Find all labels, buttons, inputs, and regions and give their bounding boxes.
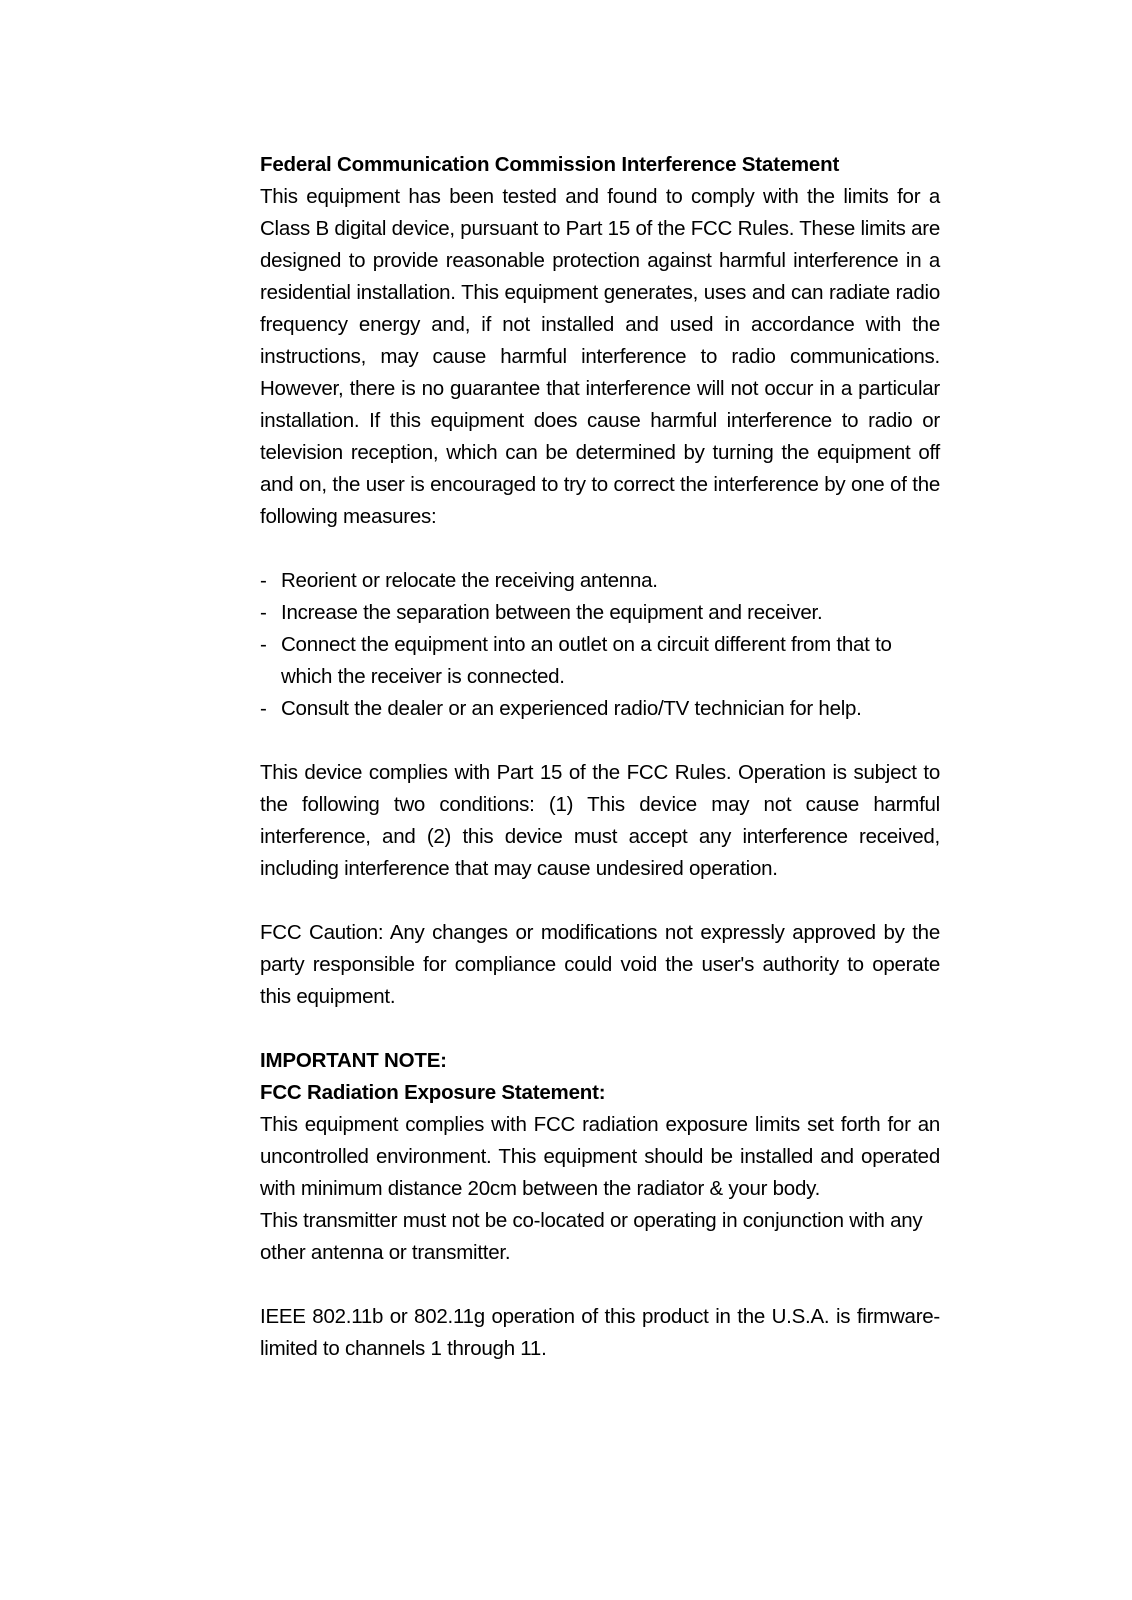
spacer: [260, 885, 940, 917]
list-item-text: Increase the separation between the equipment and receiver.: [281, 601, 823, 624]
list-item-text: Connect the equipment into an outlet on a circuit different from that to which the receiver is connected.: [281, 633, 892, 688]
fcc-interference-paragraph: This equipment has been tested and found to comply with the limits for a Class B digital device, pursuant to Part 15 of the FCC Rules. These limits are designed to provide reasonable protection against harmful interference in a residential installation. This equipment generates, uses and can radiate radio frequency energy and, if not installed and used in accordance with the instructions, may cause harmful interference to radio communications. However, there is no guarantee that interference will not occur in a particular installation. If this equipment does cause harmful interference to radio or television reception, which can be determined by turning the equipment off and on, the user is encouraged to try to correct the interference by one of the following measures:: [260, 185, 940, 528]
ieee-channels-paragraph: IEEE 802.11b or 802.11g operation of this product in the U.S.A. is firmware-limited to channels 1 through 11.: [260, 1305, 940, 1360]
list-item-text: Consult the dealer or an experienced radio/TV technician for help.: [281, 697, 862, 720]
list-item-text: Reorient or relocate the receiving antenna.: [281, 569, 658, 592]
spacer: [260, 533, 940, 565]
fcc-caution-paragraph: FCC Caution: Any changes or modifications not expressly approved by the party responsible for compliance could void the user's authority to operate this equipment.: [260, 921, 940, 1008]
bullet-dash: -: [260, 569, 267, 592]
part15-compliance-paragraph: This device complies with Part 15 of the FCC Rules. Operation is subject to the following two conditions: (1) This device may not cause harmful interference, and (2) this device must accept any interference received, including interference that may cause undesired operation.: [260, 761, 940, 880]
bullet-dash: -: [260, 601, 267, 624]
spacer: [260, 1013, 940, 1045]
bullet-dash: -: [260, 697, 267, 720]
measures-list: [260, 565, 940, 725]
list-item: [260, 565, 940, 597]
important-note-title: IMPORTANT NOTE:: [260, 1049, 447, 1072]
radiation-exposure-paragraph: This equipment complies with FCC radiation exposure limits set forth for an uncontrolled environment. This equipment should be installed and operated with minimum distance 20cm between the radiator & your body.: [260, 1113, 940, 1200]
document-page: [260, 149, 940, 1365]
spacer: [260, 1269, 940, 1301]
radiation-exposure-title: FCC Radiation Exposure Statement:: [260, 1081, 606, 1104]
list-item: [260, 597, 940, 629]
list-item: [260, 693, 940, 725]
spacer: [260, 725, 940, 757]
transmitter-paragraph: This transmitter must not be co-located or operating in conjunction with any other antenna or transmitter.: [260, 1209, 923, 1264]
list-item: [260, 629, 940, 693]
bullet-dash: -: [260, 633, 267, 656]
fcc-interference-title: Federal Communication Commission Interference Statement: [260, 153, 840, 176]
